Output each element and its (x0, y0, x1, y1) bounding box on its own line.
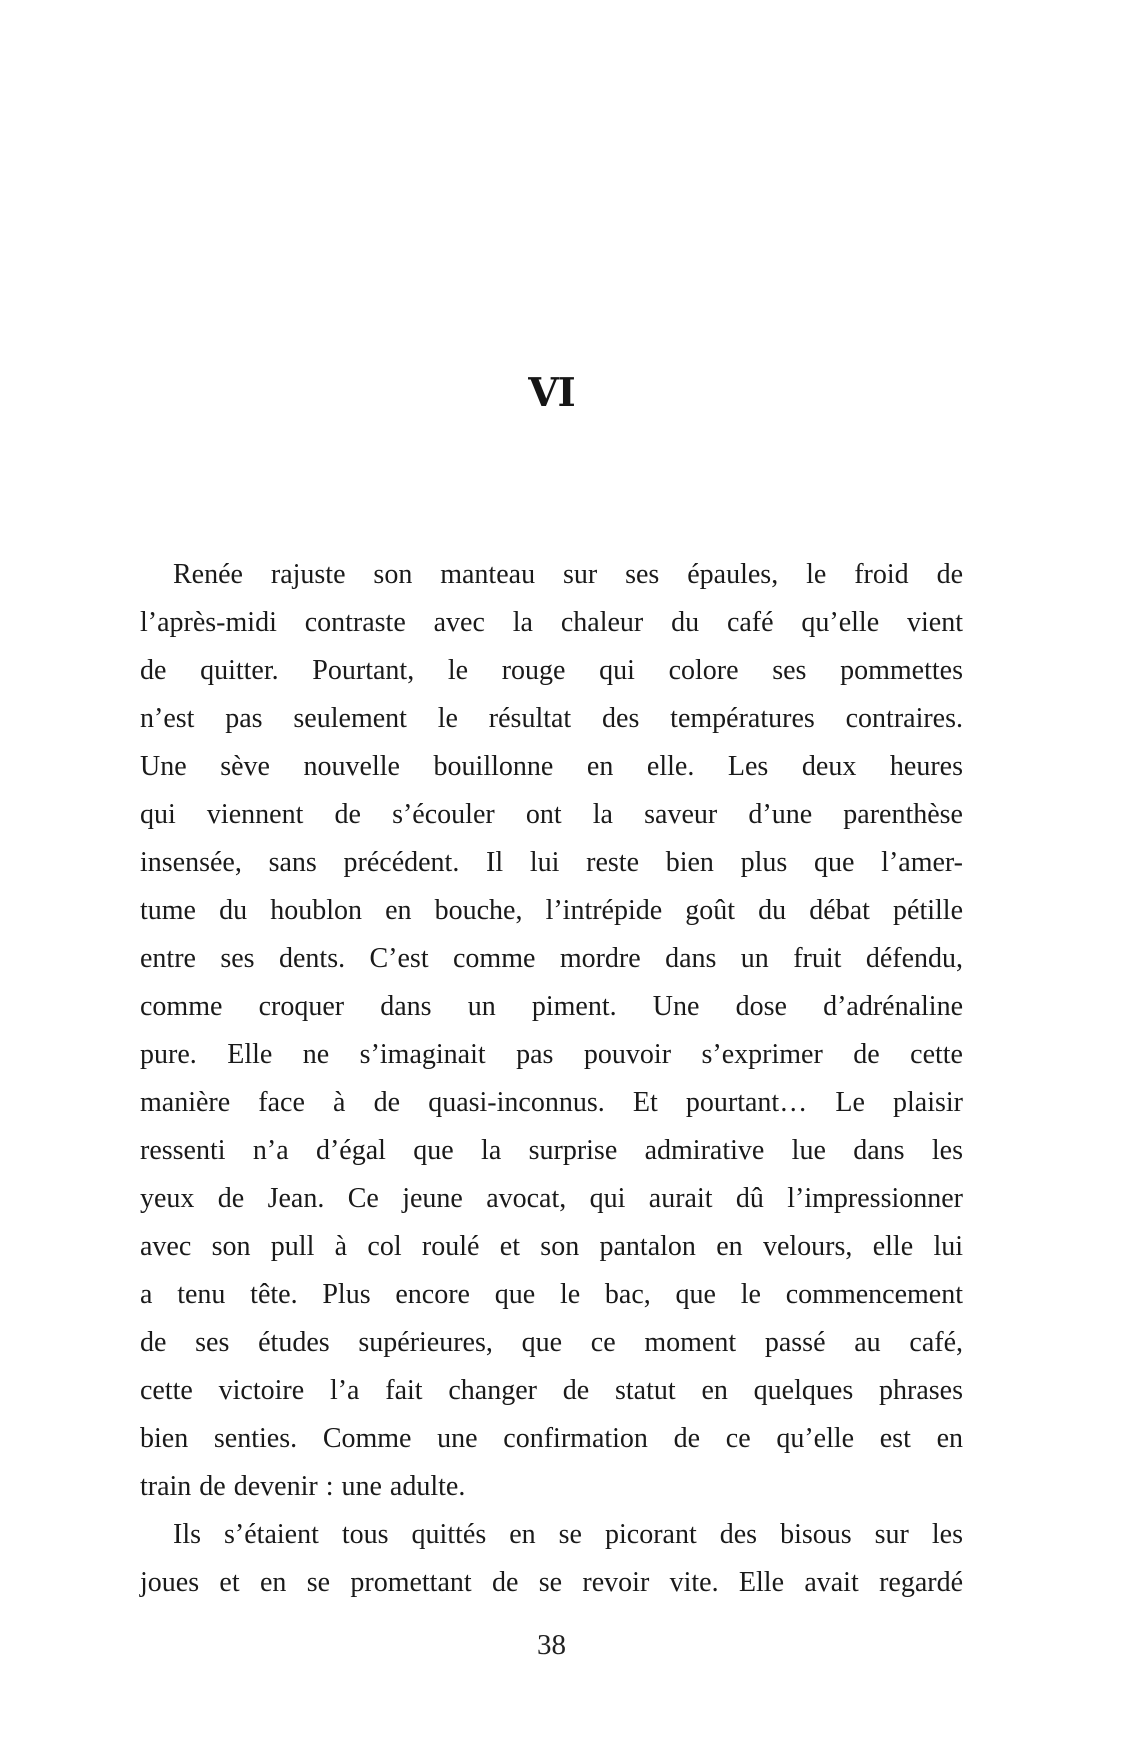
text-line: Renée rajuste son manteau sur ses épaules, le froid de (173, 559, 963, 590)
text-line: de ses études supérieures, que ce moment passé au café, (140, 1327, 963, 1358)
text-line: ressenti n’a d’égal que la surprise admirative lue dans les (140, 1135, 963, 1166)
text-line: pure. Elle ne s’imaginait pas pouvoir s’exprimer de cette (140, 1039, 963, 1070)
page-number: 38 (537, 1629, 566, 1661)
text-block (140, 551, 963, 1607)
text-line: bien senties. Comme une confirmation de ce qu’elle est en (140, 1423, 963, 1454)
text-line: comme croquer dans un piment. Une dose d’adrénaline (140, 991, 963, 1022)
text-line: manière face à de quasi-inconnus. Et pourtant… Le plaisir (140, 1087, 963, 1118)
text-line: yeux de Jean. Ce jeune avocat, qui aurait dû l’impressionner (140, 1183, 963, 1214)
text-line: qui viennent de s’écouler ont la saveur d’une parenthèse (140, 799, 963, 830)
text-line: entre ses dents. C’est comme mordre dans un fruit défendu, (140, 943, 963, 974)
text-line: cette victoire l’a fait changer de statut en quelques phrases (140, 1375, 963, 1406)
chapter-heading: VI (528, 370, 575, 416)
text-line: de quitter. Pourtant, le rouge qui colore ses pommettes (140, 655, 963, 686)
text-line: Ils s’étaient tous quittés en se picorant des bisous sur les (173, 1519, 963, 1550)
text-line: joues et en se promettant de se revoir vite. Elle avait regardé (140, 1567, 963, 1598)
text-line: n’est pas seulement le résultat des températures contraires. (140, 703, 963, 734)
text-line: avec son pull à col roulé et son pantalon en velours, elle lui (140, 1231, 963, 1262)
text-line: train de devenir : une adulte. (140, 1471, 466, 1502)
text-line: tume du houblon en bouche, l’intrépide goût du débat pétille (140, 895, 963, 926)
text-line: insensée, sans précédent. Il lui reste bien plus que l’amer- (140, 847, 963, 878)
text-line: a tenu tête. Plus encore que le bac, que le commencement (140, 1279, 963, 1310)
text-line: Une sève nouvelle bouillonne en elle. Les deux heures (140, 751, 963, 782)
text-line: l’après-midi contraste avec la chaleur du café qu’elle vient (140, 607, 963, 638)
